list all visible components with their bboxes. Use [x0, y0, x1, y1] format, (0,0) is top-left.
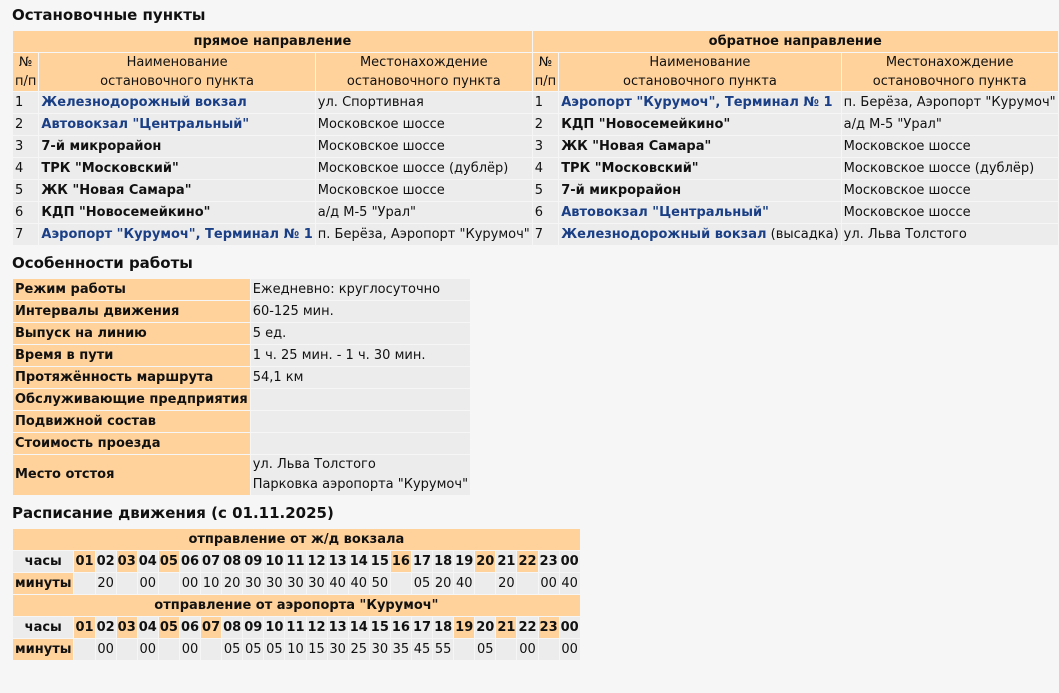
hour-cell: 13 — [328, 617, 348, 638]
minute-cell: 00 — [539, 573, 559, 594]
hour-cell: 07 — [201, 617, 221, 638]
hour-cell: 22 — [517, 551, 537, 572]
forward-stop-name — [39, 224, 314, 245]
stop-row — [13, 92, 1058, 113]
minute-cell — [159, 639, 179, 660]
minute-cell: 40 — [454, 573, 474, 594]
minute-cell — [496, 639, 516, 660]
forward-stop-label: ЖК "Новая Самара" — [41, 182, 192, 198]
stop-row — [13, 202, 1058, 223]
feature-value: 5 ед. — [251, 323, 470, 344]
hour-cell: 20 — [475, 551, 495, 572]
minute-cell — [117, 573, 137, 594]
feature-row — [13, 433, 470, 454]
stop-number: 1 — [13, 92, 38, 113]
hour-cell: 17 — [412, 551, 432, 572]
forward-stop-location: ул. Спортивная — [316, 92, 532, 113]
feature-value: 60-125 мин. — [251, 301, 470, 322]
backward-stop-link[interactable]: Автовокзал "Центральный" — [561, 204, 769, 220]
minute-cell: 30 — [285, 573, 305, 594]
backward-stop-label: 7-й микрорайон — [561, 182, 682, 198]
minute-cell: 00 — [138, 573, 158, 594]
feature-label: Интервалы движения — [13, 301, 250, 322]
hours-row — [13, 551, 580, 572]
forward-stop-link[interactable]: Автовокзал "Центральный" — [41, 116, 250, 132]
minute-cell: 05 — [475, 639, 495, 660]
feature-value: 54,1 км — [251, 367, 470, 388]
minute-cell: 00 — [138, 639, 158, 660]
hour-cell: 08 — [222, 617, 242, 638]
minute-cell: 00 — [96, 639, 116, 660]
hour-cell: 06 — [180, 551, 200, 572]
depot-line: Парковка аэропорта "Курумоч" — [252, 477, 469, 492]
features-table — [12, 278, 471, 496]
col-num-header: № п/п — [15, 55, 37, 89]
feature-row — [13, 345, 470, 366]
minute-cell: 05 — [264, 639, 284, 660]
feature-label: Время в пути — [13, 345, 250, 366]
stop-number: 4 — [533, 158, 558, 179]
hour-cell: 01 — [74, 551, 94, 572]
backward-stop-link[interactable]: Железнодорожный вокзал — [561, 226, 767, 242]
forward-stop-name — [39, 202, 314, 223]
minute-cell: 05 — [222, 639, 242, 660]
stop-number: 2 — [13, 114, 38, 135]
backward-stop-name — [559, 224, 840, 245]
hour-cell: 05 — [159, 551, 179, 572]
minutes-row — [13, 639, 580, 660]
hour-cell: 19 — [454, 617, 474, 638]
feature-value: Ежедневно: круглосуточно — [251, 279, 470, 300]
stop-number: 5 — [533, 180, 558, 201]
minute-cell — [539, 639, 559, 660]
minute-cell: 10 — [201, 573, 221, 594]
minute-cell: 30 — [264, 573, 284, 594]
hour-cell: 21 — [496, 551, 516, 572]
minute-cell — [201, 639, 221, 660]
forward-stop-name — [39, 180, 314, 201]
forward-stop-label: КДП "Новосемейкино" — [41, 204, 211, 220]
minute-cell: 05 — [412, 573, 432, 594]
hour-cell: 09 — [243, 551, 263, 572]
hour-cell: 20 — [475, 617, 495, 638]
minute-cell: 00 — [560, 639, 580, 660]
minute-cell: 55 — [433, 639, 453, 660]
hours-row — [13, 617, 580, 638]
minute-cell: 20 — [96, 573, 116, 594]
backward-stop-name — [559, 202, 840, 223]
stop-number: 6 — [533, 202, 558, 223]
hour-cell: 23 — [539, 551, 559, 572]
minute-cell: 30 — [370, 639, 390, 660]
forward-stop-location: Московское шоссе (дублёр) — [316, 158, 532, 179]
stop-row — [13, 224, 1058, 245]
stop-row — [13, 136, 1058, 157]
feature-row — [13, 367, 470, 388]
minute-cell: 05 — [243, 639, 263, 660]
stop-number: 2 — [533, 114, 558, 135]
forward-stop-link[interactable]: Железнодорожный вокзал — [41, 94, 247, 110]
backward-stop-name — [559, 136, 840, 157]
feature-label: Подвижной состав — [13, 411, 250, 432]
hour-cell: 00 — [560, 551, 580, 572]
feature-row-depot — [13, 455, 470, 495]
forward-stop-location: Московское шоссе — [316, 180, 532, 201]
feature-row — [13, 389, 470, 410]
minute-cell: 40 — [560, 573, 580, 594]
schedule-block-title: отправление от аэропорта "Курумоч" — [13, 595, 580, 616]
backward-stop-location: Московское шоссе (дублёр) — [842, 158, 1058, 179]
hour-cell: 11 — [285, 617, 305, 638]
backward-stop-location: Московское шоссе — [842, 180, 1058, 201]
backward-stop-name — [559, 114, 840, 135]
stop-number: 7 — [13, 224, 38, 245]
minute-cell — [74, 639, 94, 660]
minute-cell — [454, 639, 474, 660]
hour-cell: 07 — [201, 551, 221, 572]
stop-number: 4 — [13, 158, 38, 179]
backward-stop-name — [559, 92, 840, 113]
backward-stop-location: Московское шоссе — [842, 136, 1058, 157]
minute-cell: 40 — [349, 573, 369, 594]
forward-stop-label: ТРК "Московский" — [41, 160, 179, 176]
hour-cell: 14 — [349, 551, 369, 572]
minute-cell — [517, 573, 537, 594]
hour-cell: 18 — [433, 551, 453, 572]
feature-row — [13, 323, 470, 344]
backward-stop-label: КДП "Новосемейкино" — [561, 116, 731, 132]
feature-label: Режим работы — [13, 279, 250, 300]
feature-value — [251, 411, 470, 432]
col-location-header: Местонахождение остановочного пункта — [842, 53, 1058, 91]
hour-cell: 05 — [159, 617, 179, 638]
stops-title: Остановочные пункты — [12, 6, 206, 24]
stop-number: 1 — [533, 92, 558, 113]
hour-cell: 03 — [117, 617, 137, 638]
depot-label: Место отстоя — [13, 455, 250, 495]
stop-number: 7 — [533, 224, 558, 245]
backward-stop-name — [559, 158, 840, 179]
backward-stop-link[interactable]: Аэропорт "Курумоч", Терминал № 1 — [561, 94, 833, 110]
minute-cell: 40 — [328, 573, 348, 594]
feature-value: 1 ч. 25 мин. - 1 ч. 30 мин. — [251, 345, 470, 366]
hour-cell: 16 — [391, 551, 411, 572]
hour-cell: 08 — [222, 551, 242, 572]
stop-row — [13, 180, 1058, 201]
stop-row — [13, 158, 1058, 179]
col-location-header: Местонахождение остановочного пункта — [316, 53, 532, 91]
hour-cell: 17 — [412, 617, 432, 638]
schedule-block-header-row — [13, 595, 580, 616]
hour-cell: 04 — [138, 551, 158, 572]
forward-stop-name — [39, 114, 314, 135]
hour-cell: 15 — [370, 617, 390, 638]
forward-direction-header: прямое направление — [13, 31, 532, 52]
minute-cell: 25 — [349, 639, 369, 660]
minutes-label: минуты — [13, 639, 73, 660]
hour-cell: 01 — [74, 617, 94, 638]
feature-label: Выпуск на линию — [13, 323, 250, 344]
backward-stop-label: ТРК "Московский" — [561, 160, 699, 176]
backward-stop-label: ЖК "Новая Самара" — [561, 138, 712, 154]
hour-cell: 23 — [539, 617, 559, 638]
minute-cell — [391, 573, 411, 594]
minute-cell: 30 — [328, 639, 348, 660]
minutes-row — [13, 573, 580, 594]
hour-cell: 04 — [138, 617, 158, 638]
minute-cell — [475, 573, 495, 594]
hour-cell: 14 — [349, 617, 369, 638]
forward-stop-location: п. Берёза, Аэропорт "Курумоч" — [316, 224, 532, 245]
minute-cell: 00 — [180, 573, 200, 594]
backward-stop-location: Московское шоссе — [842, 202, 1058, 223]
forward-stop-name — [39, 92, 314, 113]
hours-label: часы — [13, 551, 73, 572]
minute-cell: 20 — [433, 573, 453, 594]
stop-number: 6 — [13, 202, 38, 223]
hour-cell: 18 — [433, 617, 453, 638]
forward-stop-name — [39, 136, 314, 157]
minute-cell: 45 — [412, 639, 432, 660]
feature-row — [13, 279, 470, 300]
hour-cell: 11 — [285, 551, 305, 572]
schedule-table — [12, 528, 581, 661]
hour-cell: 13 — [328, 551, 348, 572]
backward-stop-location: ул. Льва Толстого — [842, 224, 1058, 245]
feature-label: Протяжённость маршрута — [13, 367, 250, 388]
col-num-header: № п/п — [534, 55, 557, 89]
depot-line: ул. Льва Толстого — [252, 457, 376, 472]
stop-number: 5 — [13, 180, 38, 201]
hour-cell: 02 — [96, 617, 116, 638]
hour-cell: 02 — [96, 551, 116, 572]
col-name-header: Наименование остановочного пункта — [39, 53, 314, 91]
hour-cell: 22 — [517, 617, 537, 638]
hour-cell: 12 — [307, 551, 327, 572]
minute-cell: 20 — [222, 573, 242, 594]
backward-stop-location: а/д М-5 "Урал" — [842, 114, 1058, 135]
stops-table — [12, 30, 1059, 246]
hours-label: часы — [13, 617, 73, 638]
backward-stop-name — [559, 180, 840, 201]
forward-stop-location: Московское шоссе — [316, 136, 532, 157]
stop-number: 3 — [13, 136, 38, 157]
hour-cell: 09 — [243, 617, 263, 638]
minute-cell: 20 — [496, 573, 516, 594]
features-title: Особенности работы — [12, 254, 193, 272]
minute-cell — [74, 573, 94, 594]
hour-cell: 10 — [264, 617, 284, 638]
hour-cell: 19 — [454, 551, 474, 572]
hour-cell: 10 — [264, 551, 284, 572]
feature-value — [251, 433, 470, 454]
schedule-block-header-row — [13, 529, 580, 550]
hour-cell: 06 — [180, 617, 200, 638]
feature-label: Обслуживающие предприятия — [13, 389, 250, 410]
forward-stop-location: Московское шоссе — [316, 114, 532, 135]
minute-cell: 50 — [370, 573, 390, 594]
hour-cell: 00 — [560, 617, 580, 638]
feature-value — [251, 389, 470, 410]
col-name-header: Наименование остановочного пункта — [559, 53, 840, 91]
feature-label: Стоимость проезда — [13, 433, 250, 454]
backward-stop-location: п. Берёза, Аэропорт "Курумоч" — [842, 92, 1058, 113]
minutes-label: минуты — [13, 573, 73, 594]
hour-cell: 15 — [370, 551, 390, 572]
minute-cell — [117, 639, 137, 660]
schedule-block-title: отправление от ж/д вокзала — [13, 529, 580, 550]
forward-stop-location: а/д М-5 "Урал" — [316, 202, 532, 223]
minute-cell: 35 — [391, 639, 411, 660]
minute-cell: 10 — [285, 639, 305, 660]
minute-cell: 30 — [307, 573, 327, 594]
minute-cell: 00 — [180, 639, 200, 660]
hour-cell: 21 — [496, 617, 516, 638]
feature-row — [13, 301, 470, 322]
forward-stop-name — [39, 158, 314, 179]
minute-cell: 15 — [307, 639, 327, 660]
forward-stop-link[interactable]: Аэропорт "Курумоч", Терминал № 1 — [41, 226, 313, 242]
hour-cell: 12 — [307, 617, 327, 638]
backward-direction-header: обратное направление — [533, 31, 1058, 52]
stop-note: (высадка) — [766, 226, 839, 242]
minute-cell: 30 — [243, 573, 263, 594]
depot-value — [251, 455, 470, 495]
stop-number: 3 — [533, 136, 558, 157]
minute-cell: 00 — [517, 639, 537, 660]
feature-row — [13, 411, 470, 432]
minute-cell — [159, 573, 179, 594]
schedule-title: Расписание движения (с 01.11.2025) — [12, 504, 334, 522]
forward-stop-label: 7-й микрорайон — [41, 138, 162, 154]
stop-row — [13, 114, 1058, 135]
hour-cell: 16 — [391, 617, 411, 638]
hour-cell: 03 — [117, 551, 137, 572]
